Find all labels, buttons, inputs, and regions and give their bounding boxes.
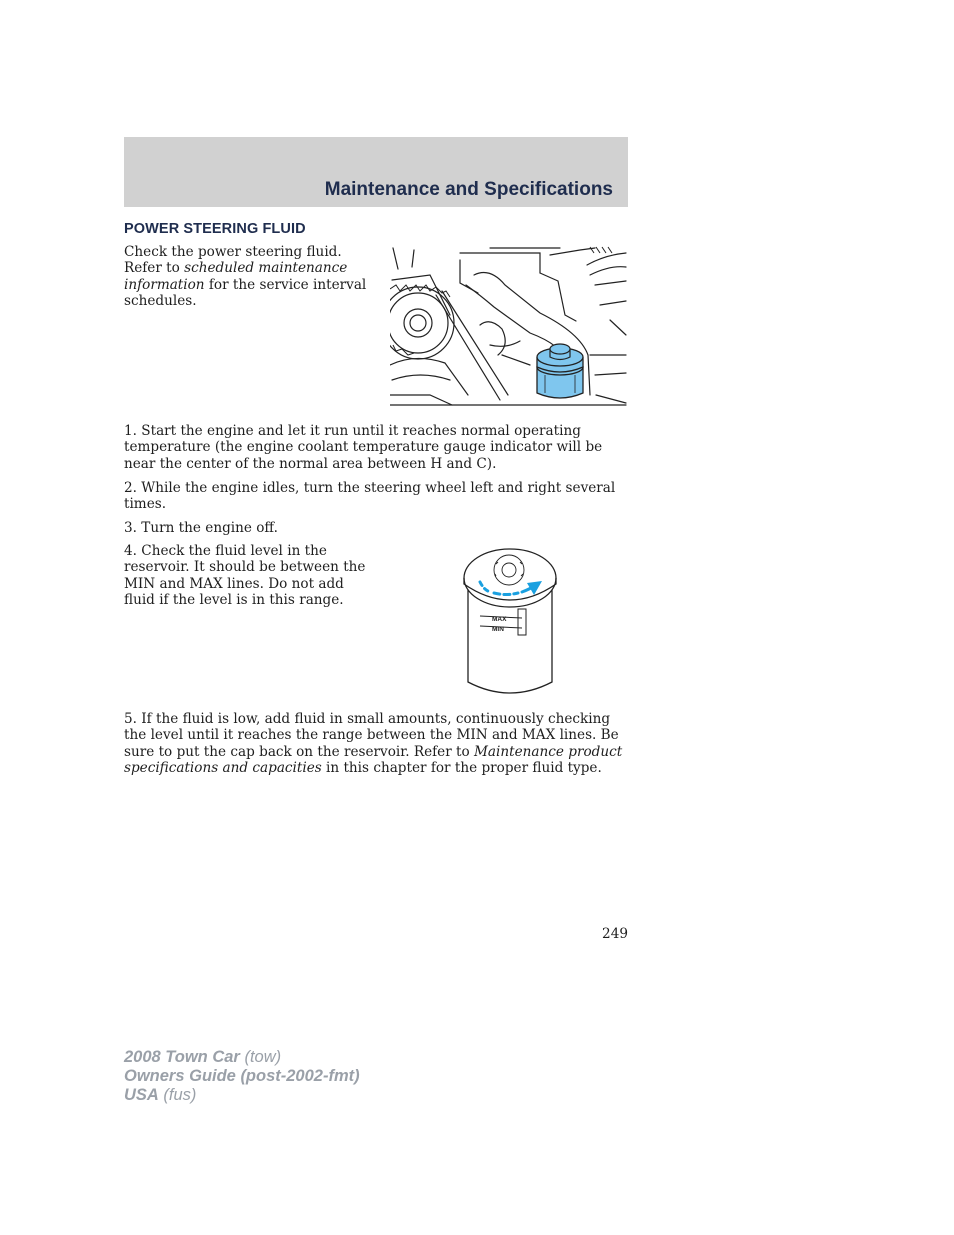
scheduled-maintenance-reference: scheduled maintenance information bbox=[124, 260, 348, 293]
step-4: 4. Check the fluid level in the reservoir. It should be between the MIN and MAX lines. Do not add fluid if the level is in this range. bbox=[124, 543, 366, 609]
footer bbox=[124, 1048, 360, 1105]
step-5 bbox=[124, 711, 624, 777]
reservoir-level-illustration bbox=[460, 546, 560, 698]
power-steering-reservoir-highlight bbox=[537, 344, 583, 398]
header-band bbox=[124, 137, 628, 207]
intro-paragraph bbox=[124, 244, 378, 310]
section-heading: POWER STEERING FLUID bbox=[124, 221, 306, 237]
page-number: 249 bbox=[602, 926, 628, 942]
max-line-label: MAX bbox=[492, 616, 507, 623]
page-title: Maintenance and Specifications bbox=[324, 179, 613, 200]
step-2: 2. While the engine idles, turn the steering wheel left and right several times. bbox=[124, 480, 616, 513]
footer-line-2 bbox=[124, 1067, 360, 1086]
footer-market: USA bbox=[124, 1086, 159, 1104]
footer-model: 2008 Town Car bbox=[124, 1048, 240, 1066]
min-line-label: MIN bbox=[492, 626, 504, 633]
footer-model-code: (tow) bbox=[239, 1048, 282, 1066]
engine-compartment-illustration bbox=[390, 245, 628, 410]
capacities-reference: Maintenance product specifications and capacities bbox=[124, 743, 623, 777]
footer-guide: Owners Guide (post-2002-fmt) bbox=[124, 1067, 360, 1085]
step-5-text: 5. If the fluid is low, add fluid in small amounts, continuously checking the level until it reaches the range between the MIN and MAX lines. Be sure to put the cap back on the reservoir. Refer to bbox=[124, 711, 619, 760]
footer-line-1 bbox=[124, 1048, 360, 1067]
footer-market-code: (fus) bbox=[158, 1086, 197, 1104]
step-5-text-end: in this chapter for the proper fluid type. bbox=[321, 760, 602, 777]
step-3: 3. Turn the engine off. bbox=[124, 520, 278, 536]
step-1: 1. Start the engine and let it run until it reaches normal operating temperature (the engine coolant temperature gauge indicator will be near the center of the normal area between H and C). bbox=[124, 423, 603, 472]
intro-text: Check the power steering fluid. Refer to bbox=[124, 244, 342, 277]
footer-line-3 bbox=[124, 1086, 360, 1105]
intro-text-end: for the service interval schedules. bbox=[124, 276, 367, 310]
